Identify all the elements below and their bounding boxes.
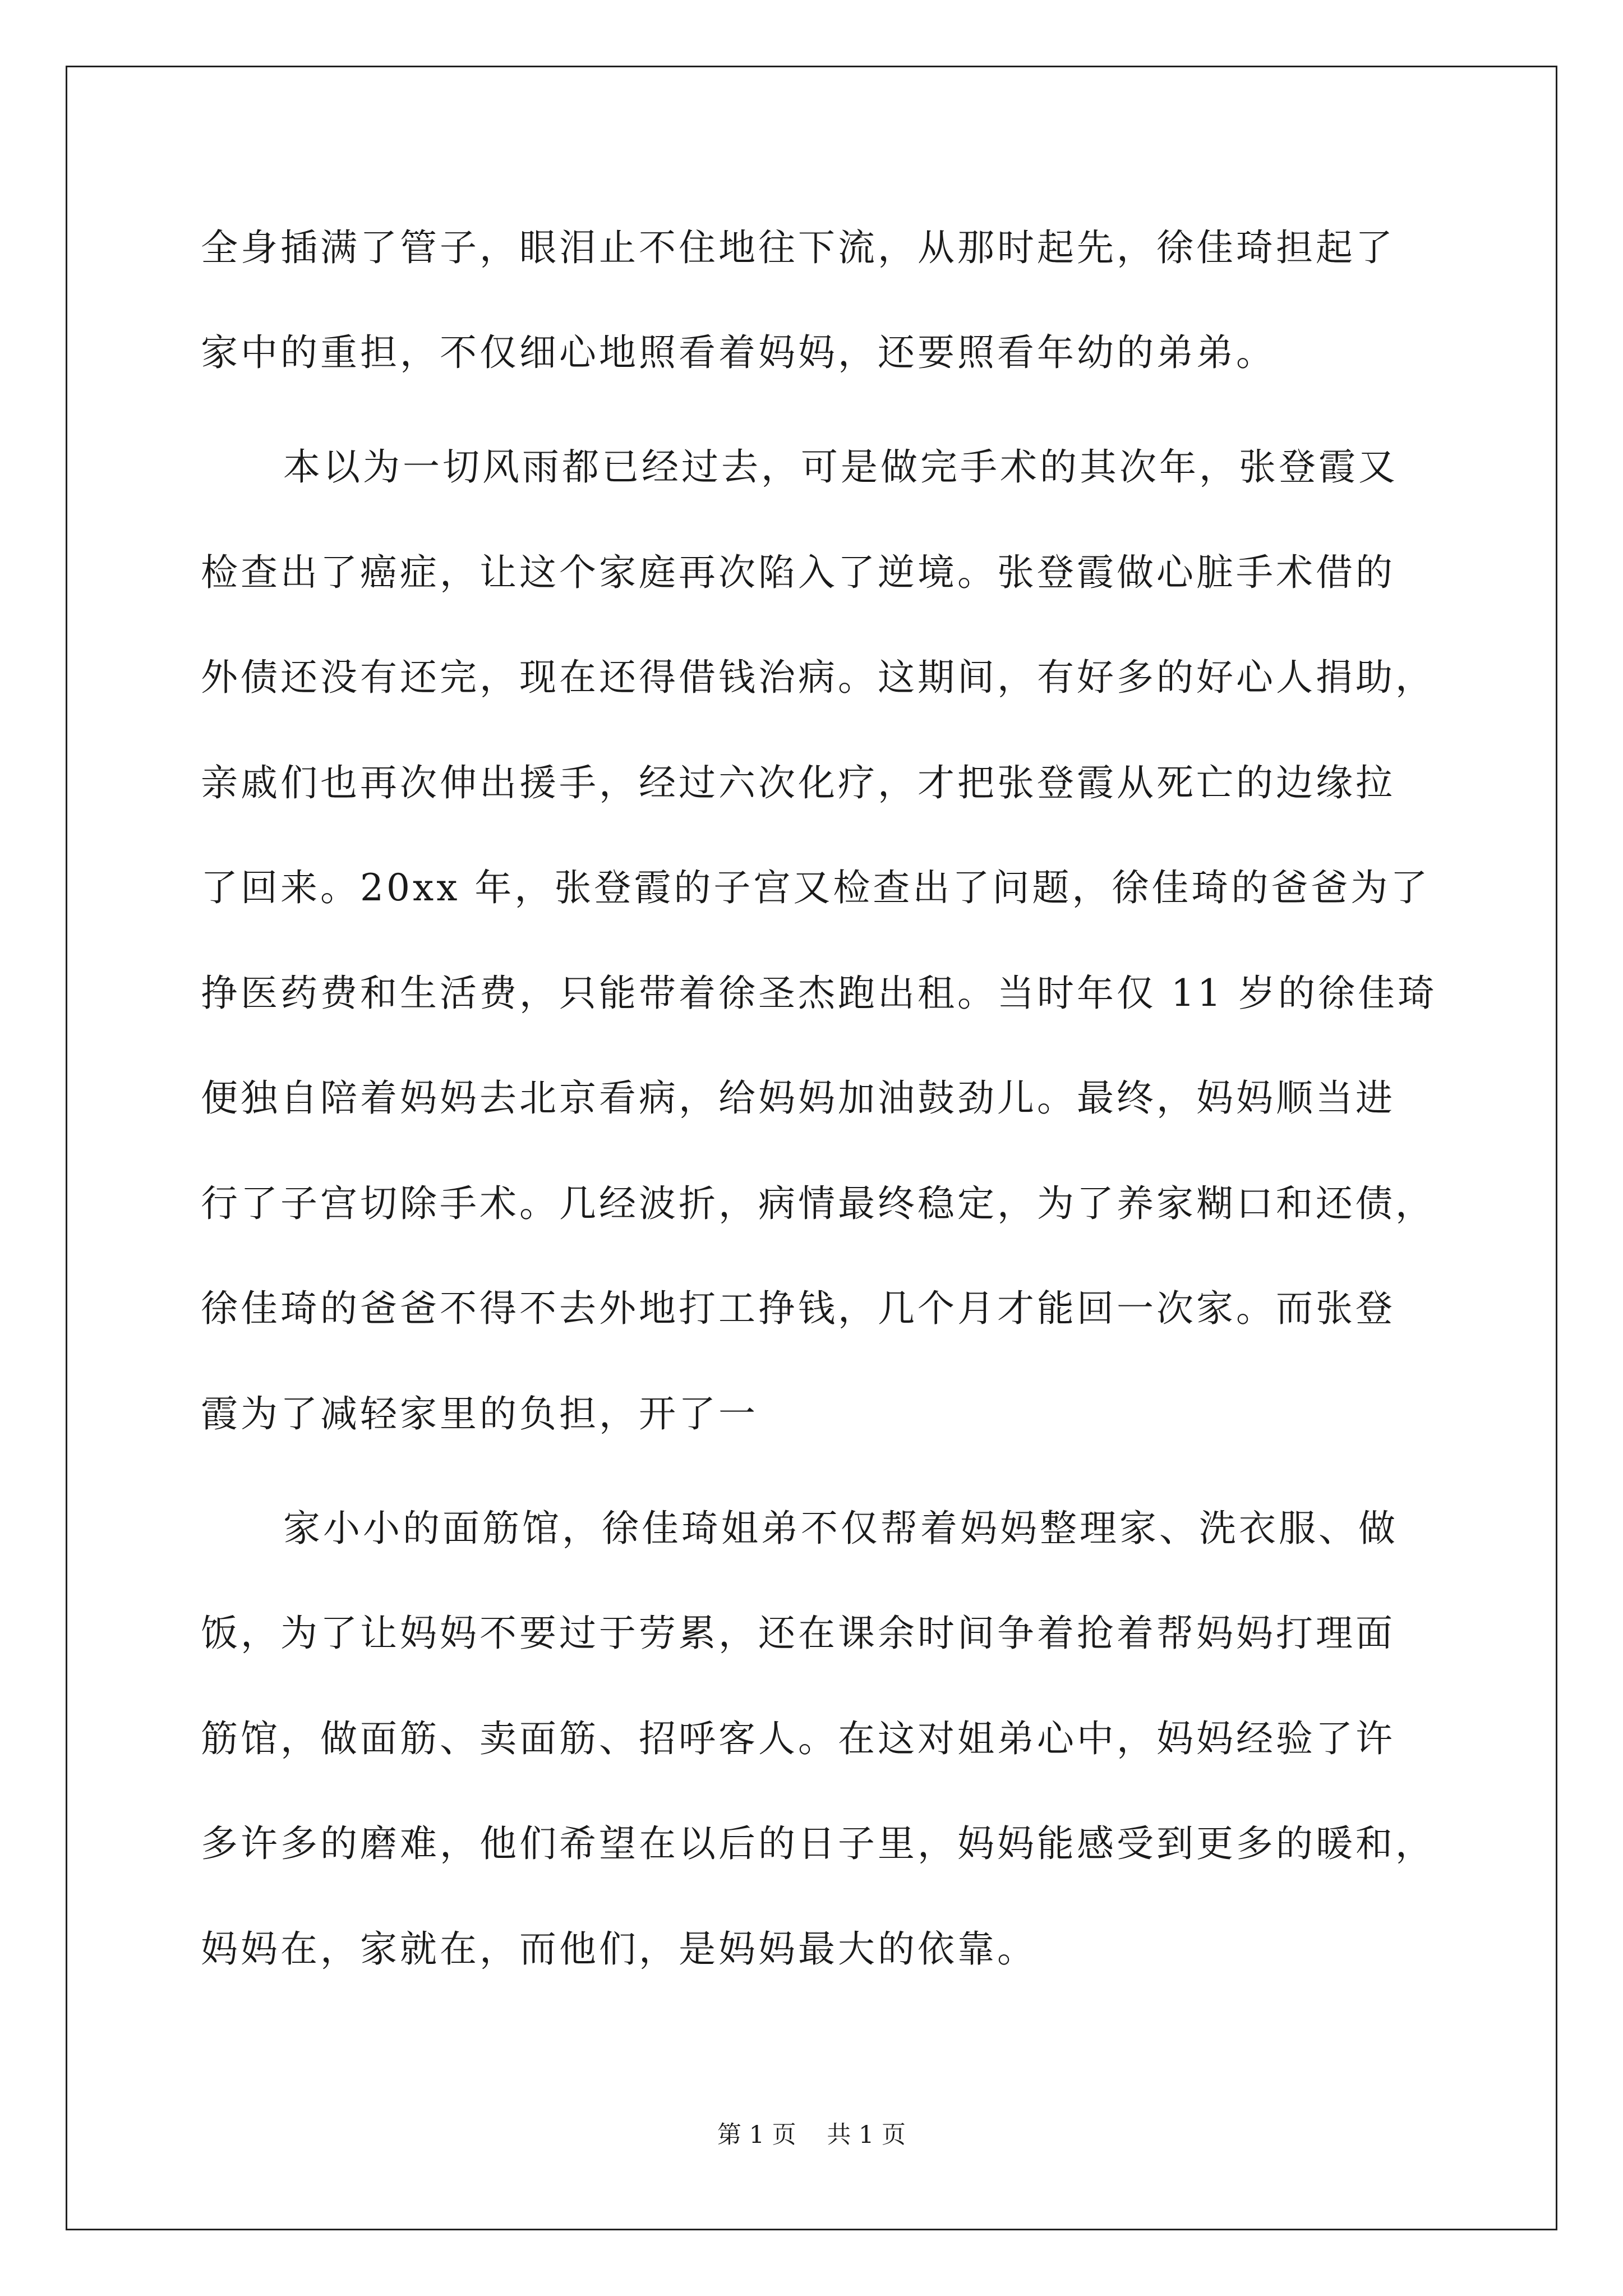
text-line: 筋馆，做面筋、卖面筋、招呼客人。在这对姐弟心中，妈妈经验了许 [201, 1717, 1395, 1760]
text-line: 便独自陪着妈妈去北京看病，给妈妈加油鼓劲儿。最终，妈妈顺当进 [201, 1076, 1395, 1120]
paragraph-start-line: 家小小的面筋馆，徐佳琦姐弟不仅帮着妈妈整理家、洗衣服、做 [283, 1507, 1398, 1550]
text-line: 检查出了癌症，让这个家庭再次陷入了逆境。张登霞做心脏手术借的 [201, 551, 1395, 594]
text-line: 家中的重担，不仅细心地照看着妈妈，还要照看年幼的弟弟。 [201, 331, 1276, 374]
page-number-footer: 第 1 页 共 1 页 [717, 2121, 906, 2149]
text-line: 多许多的磨难，他们希望在以后的日子里，妈妈能感受到更多的暖和， [201, 1822, 1435, 1865]
text-line: 全身插满了管子，眼泪止不住地往下流，从那时起先，徐佳琦担起了 [201, 226, 1395, 269]
page-border [66, 66, 1557, 2230]
text-line: 了回来。20xx 年，张登霞的子宫又检查出了问题，徐佳琦的爸爸为了 [201, 866, 1431, 909]
text-line: 霞为了减轻家里的负担，开了一 [201, 1392, 758, 1435]
text-line: 亲戚们也再次伸出援手，经过六次化疗，才把张登霞从死亡的边缘拉 [201, 761, 1395, 804]
text-line: 饭，为了让妈妈不要过于劳累，还在课余时间争着抢着帮妈妈打理面 [201, 1612, 1395, 1655]
text-line: 外债还没有还完，现在还得借钱治病。这期间，有好多的好心人捐助， [201, 656, 1435, 699]
text-line: 行了子宫切除手术。几经波折，病情最终稳定，为了养家糊口和还债， [201, 1182, 1435, 1225]
text-line: 徐佳琦的爸爸不得不去外地打工挣钱，几个月才能回一次家。而张登 [201, 1287, 1395, 1330]
text-line: 挣医药费和生活费，只能带着徐圣杰跑出租。当时年仅 11 岁的徐佳琦 [201, 972, 1437, 1015]
text-line: 妈妈在，家就在，而他们，是妈妈最大的依靠。 [201, 1927, 1037, 1971]
paragraph-start-line: 本以为一切风雨都已经过去，可是做完手术的其次年，张登霞又 [283, 445, 1398, 489]
